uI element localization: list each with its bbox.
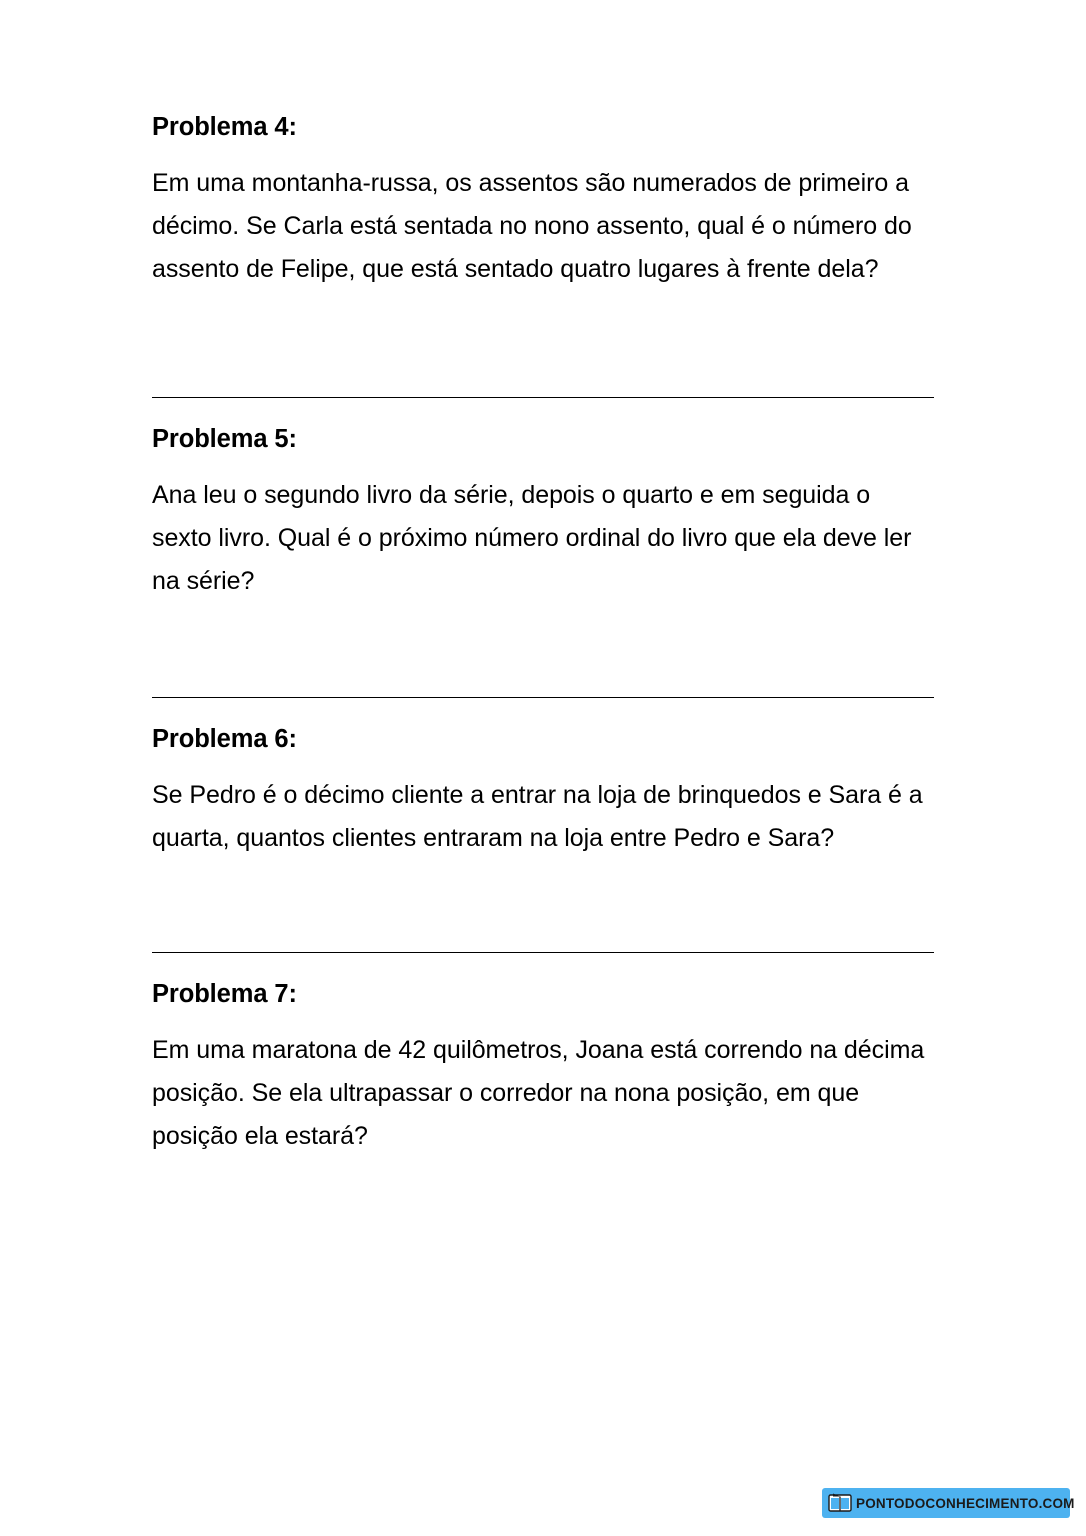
section-divider (152, 697, 934, 698)
section-divider (152, 952, 934, 953)
spacer (152, 291, 934, 397)
problem-text: Se Pedro é o décimo cliente a entrar na loja de brinquedos e Sara é a quarta, quantos clientes entraram na loja entre Pedro e Sara? (152, 780, 923, 852)
problem-text: Em uma maratona de 42 quilômetros, Joana está correndo na décima posição. Se ela ultrapassar o corredor na nona posição, em que posição ela estará? (152, 1035, 925, 1150)
problem-title: Problema 6: (152, 724, 297, 753)
problem-title: Problema 5: (152, 424, 297, 453)
problem-text: Em uma montanha-russa, os assentos são numerados de primeiro a décimo. Se Carla está sentada no nono assento, qual é o número do assento de Felipe, que está sentado quatro lugares à frente dela? (152, 168, 912, 283)
book-badge-icon (828, 1492, 852, 1514)
problems-list (152, 112, 934, 1158)
problem-block-6 (152, 724, 934, 860)
spacer (152, 860, 934, 952)
problem-block-5 (152, 424, 934, 603)
site-watermark-badge[interactable] (822, 1488, 1075, 1518)
problem-title: Problema 4: (152, 113, 297, 141)
problem-text: Ana leu o segundo livro da série, depois o quarto e em seguida o sexto livro. Qual é o próximo número ordinal do livro que ela deve ler na série? (152, 480, 912, 595)
problem-block-7 (152, 979, 934, 1158)
problem-title: Problema 7: (152, 979, 297, 1008)
section-divider (152, 397, 934, 398)
problem-block-4 (152, 112, 934, 291)
spacer (152, 603, 934, 697)
site-watermark-label: PONTODOCONHECIMENTO.COM (856, 1495, 1075, 1511)
